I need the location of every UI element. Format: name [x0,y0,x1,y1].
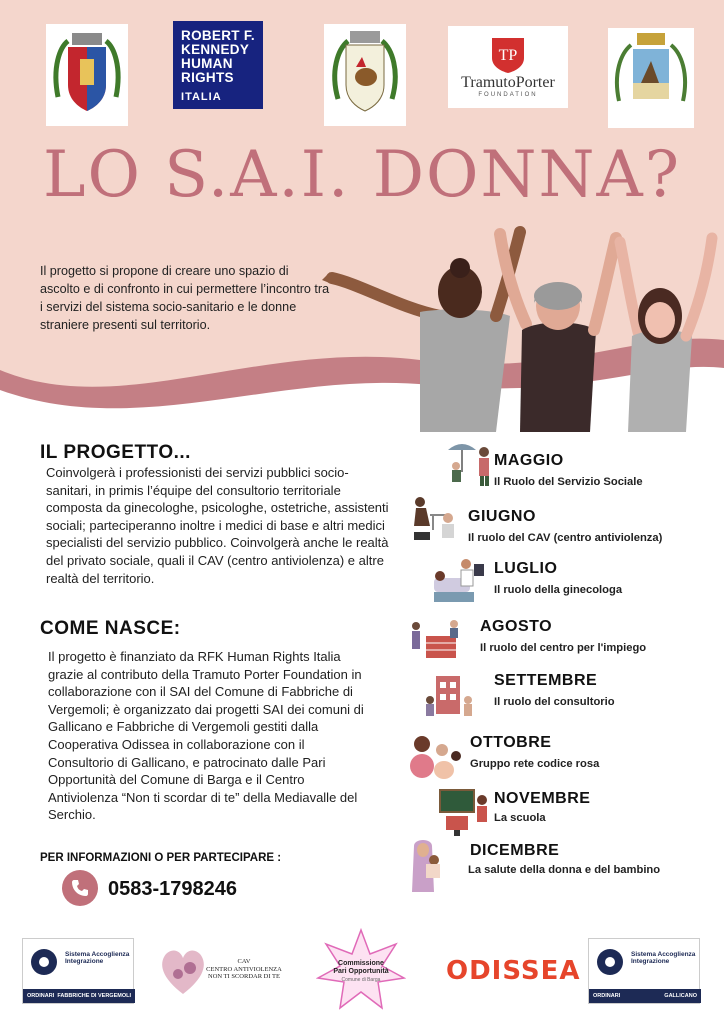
tramuto-porter-sub: FOUNDATION [478,92,538,98]
partner-logos [0,22,724,130]
section-title-come-nasce: COME NASCE: [40,618,181,639]
schedule-item-novembre [408,784,724,840]
section-title-progetto: IL PROGETTO... [40,442,191,463]
footer-logos [0,928,724,1018]
schedule-item-agosto [408,608,724,664]
month-label: OTTOBRE [470,734,552,751]
sai-title: Sistema Accoglienza Integrazione [65,951,130,965]
month-desc: Il Ruolo del Servizio Sociale [494,476,643,488]
intro-paragraph: Il progetto si propone di creare uno spazio di ascolto e di confronto in cui permettere l’incontro tra i servizi del sistema socio-sanitario e le donne straniere presenti sul territorio. [40,264,330,332]
coat-of-arms-logo-3 [608,28,694,128]
rfk-line-3: HUMAN [181,56,233,71]
rfk-line-4: RIGHTS [181,70,234,85]
cav-title-block [204,958,284,981]
tramuto-porter-logo [448,26,568,108]
sai-title: Sistema Accoglienza Integrazione [631,951,696,965]
odissea-wordmark: ODISSEA [446,956,581,986]
sai-emblem-icon [29,947,59,977]
schedule [408,436,724,896]
cav-line1: CENTRO ANTIVIOLENZA [206,965,282,973]
sai-gallicano-logo [588,938,700,1004]
month-desc: Il ruolo del CAV (centro antiviolenza) [468,532,663,544]
come-nasce-text: Il progetto è finanziato da RFK Human Rights Italia grazie al contributo della Tramuto Porter Foundation in collaborazione con il SAI del Comune di Fabbriche di Vergemoli; è organizzato dai progetti SAI dei comuni di Gallicano e Fabbriche di Vergemoli gestiti dalla Cooperativa Odissea in collaborazione con il Consultorio di Gallicano, e patrocinato dalle Pari Opportunità del Comune di Barga e il Centro Antiviolenza “Non ti scordar di te” della Mediavalle del Serchio. [48,649,364,823]
sai-bar [23,989,135,1003]
month-desc: Gruppo rete codice rosa [470,758,600,770]
progetto-text: Coinvolgerà i professionisti dei servizi pubblici socio-sanitari, in primis l’équipe del consultorio territoriale composta da ginecologhe, psicologhe, ostetriche, assistenti sociali; parteciperanno inoltre i medici di base e altri medici specialisti del servizio pubblico. Coinvolgerà anche le realtà del privato sociale, quali il CAV (centro antiviolenza) e altre realtà del territorio. [46,465,389,586]
svg-text:TP: TP [498,47,518,64]
pari-opportunita-logo [316,928,406,1014]
month-label: SETTEMBRE [494,672,598,689]
sai-bar [589,989,701,1003]
rfk-line-2: KENNEDY [181,42,250,57]
pari-line3: Comune di Barga [341,977,381,983]
cav-logo [158,936,282,1006]
employment-center-illustration-icon [408,614,464,664]
month-label: DICEMBRE [470,842,560,859]
page-title: LO S.A.I. DONNA? [42,138,682,212]
cav-title: CAV [237,958,251,965]
schedule-item-settembre [408,666,724,722]
coat-of-arms-logo-1 [46,24,128,126]
pari-text [316,960,406,984]
network-group-illustration-icon [408,730,464,780]
month-desc: La salute della donna e del bambino [468,864,661,876]
rfk-line-1: ROBERT F. [181,28,255,43]
sai-bar-right: GALLICANO [664,993,697,999]
cav-illustration-icon [408,492,464,542]
women-illustration [320,212,724,432]
heart-flower-icon [158,942,208,998]
gynecologist-illustration-icon [430,554,486,604]
month-desc: La scuola [494,812,546,824]
consultorio-illustration-icon [422,670,478,720]
cav-line2: NON TI SCORDAR DI TE [208,973,280,980]
schedule-item-luglio [408,550,724,606]
month-label: GIUGNO [468,508,536,525]
month-desc: Il ruolo del centro per l'impiego [480,642,647,654]
sai-bar-right: FABBRICHE DI VERGEMOLI [57,993,131,999]
month-label: LUGLIO [494,560,558,577]
month-label: NOVEMBRE [494,790,591,807]
sai-bar-left: ORDINARI [593,993,621,999]
phone-number[interactable]: 0583-1798246 [108,878,238,900]
social-worker-illustration-icon [442,438,498,488]
schedule-item-ottobre [408,726,724,782]
rfk-country: ITALIA [181,91,222,103]
month-desc: Il ruolo della ginecologa [494,584,623,596]
tramuto-porter-emblem-icon [488,36,528,74]
schedule-item-maggio [408,436,724,492]
rfk-human-rights-logo [166,20,270,110]
month-label: MAGGIO [494,452,564,469]
phone-icon [62,870,98,906]
schedule-item-dicembre [408,836,724,896]
info-label: PER INFORMAZIONI O PER PARTECIPARE : [40,852,282,864]
coat-of-arms-logo-2 [324,24,406,126]
pari-line2: Pari Opportunità [333,968,389,975]
school-illustration-icon [436,786,492,836]
pari-line1: Commissione [338,960,384,967]
schedule-item-giugno [408,492,724,548]
month-label: AGOSTO [480,618,553,635]
tramuto-porter-name: TramutoPorter [461,74,555,91]
month-desc: Il ruolo del consultorio [494,696,615,708]
sai-emblem-icon [595,947,625,977]
mother-child-illustration-icon [408,838,448,896]
sai-fabbriche-logo [22,938,134,1004]
sai-bar-left: ORDINARI [27,993,55,999]
odissea-logo [446,948,581,998]
